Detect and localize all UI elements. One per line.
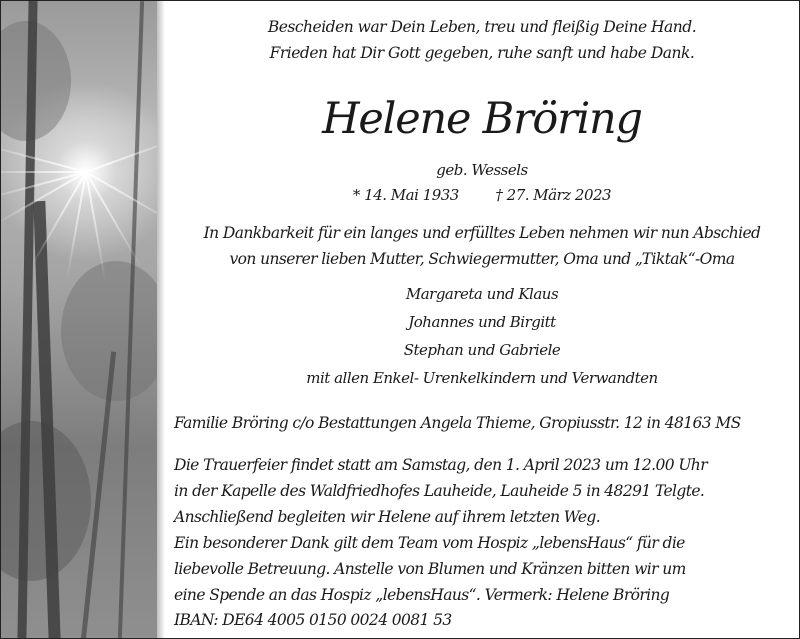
sun-ray: [1, 143, 86, 173]
verse-line: Bescheiden war Dein Leben, treu und fleißig Deine Hand.: [267, 18, 697, 36]
detail-line: Anschließend begleiten wir Helene auf ihrem letzten Weg.: [174, 508, 601, 526]
detail-line: Die Trauerfeier findet statt am Samstag, den 1. April 2023 um 12.00 Uhr: [174, 456, 707, 474]
detail-line: in der Kapelle des Waldfriedhofes Lauheide, Lauheide 5 in 48291 Telgte.: [174, 482, 705, 500]
detail-line: liebevolle Betreuung. Anstelle von Blumen und Kränzen bitten wir um: [174, 560, 686, 578]
verse-line: Frieden hat Dir Gott gegeben, ruhe sanft und habe Dank.: [269, 44, 695, 62]
birth-date: * 14. Mai 1933: [352, 186, 459, 204]
farewell-line: von unserer lieben Mutter, Schwiegermutter, Oma und „Tiktak“-Oma: [229, 250, 735, 268]
sun-ray: [1, 171, 86, 173]
photo-edge-shadow: [157, 1, 165, 638]
obituary-text: [165, 0, 799, 639]
sun-ray: [86, 133, 157, 173]
deceased-name: Helene Bröring: [322, 94, 642, 144]
iban-line: IBAN: DE64 4005 0150 0024 0081 53: [174, 611, 452, 629]
mourner-line: Stephan und Gabriele: [403, 341, 561, 359]
farewell-line: In Dankbarkeit für ein langes und erfülltes Leben nehmen wir nun Abschied: [203, 224, 761, 242]
life-dates: [165, 186, 799, 204]
detail-line: eine Spende an das Hospiz „lebensHaus“. Vermerk: Helene Bröring: [174, 586, 670, 604]
mourner-line: Margareta und Klaus: [405, 285, 559, 303]
forest-sunlight-photo: [1, 1, 157, 638]
detail-line: Ein besonderer Dank gilt dem Team vom Hospiz „lebensHaus“ für die: [174, 534, 685, 552]
maiden-name: geb. Wessels: [436, 161, 528, 179]
death-date: † 27. März 2023: [495, 186, 612, 204]
sun-ray: [86, 171, 158, 228]
mourner-line: mit allen Enkel- Urenkelkindern und Verwandten: [306, 369, 658, 387]
mourner-line: Johannes und Birgitt: [408, 313, 556, 331]
contact-address: Familie Bröring c/o Bestattungen Angela Thieme, Gropiusstr. 12 in 48163 MS: [174, 414, 741, 432]
